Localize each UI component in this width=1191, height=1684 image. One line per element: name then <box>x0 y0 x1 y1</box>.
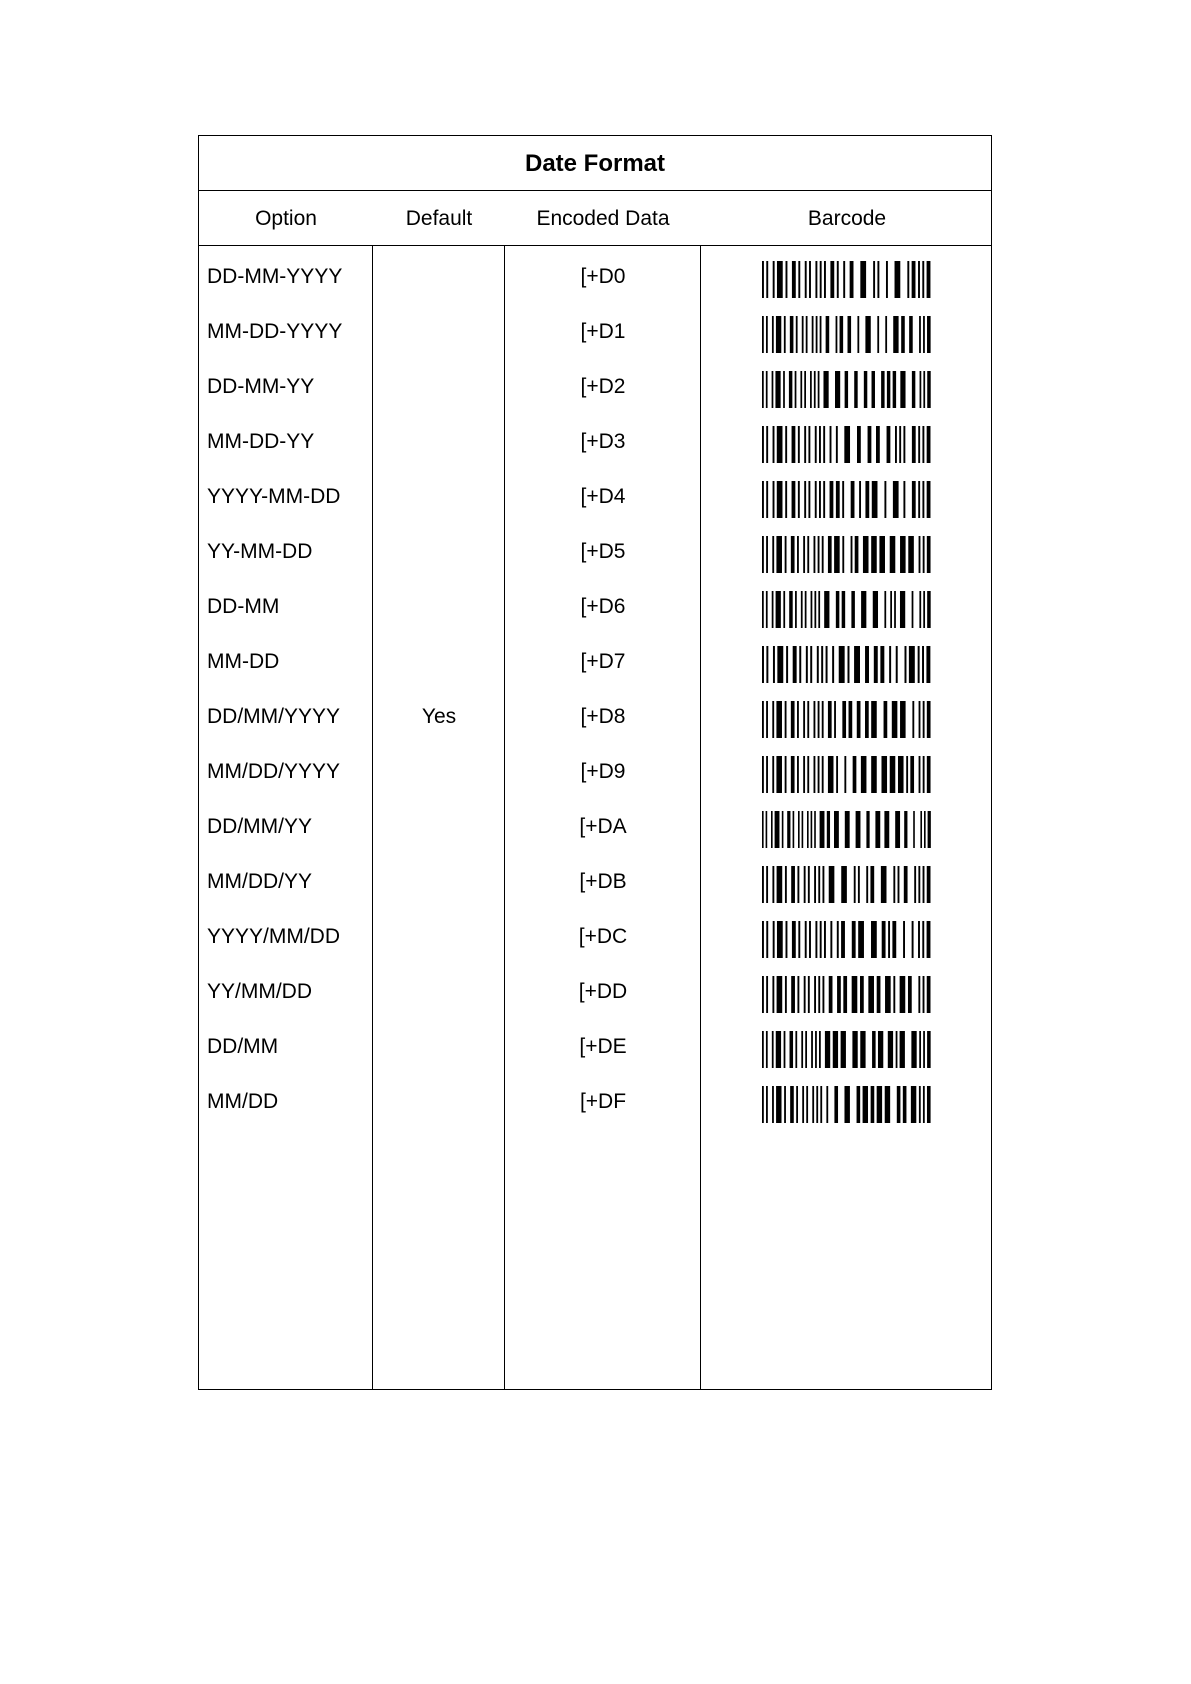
table-row <box>199 798 991 853</box>
encoded-data-label: [+D9 <box>580 760 626 783</box>
table-row <box>199 688 991 743</box>
option-label: DD/MM/YY <box>207 815 312 838</box>
option-label: MM-DD <box>207 650 280 673</box>
option-label: YYYY/MM/DD <box>207 925 341 948</box>
table-row <box>199 303 991 358</box>
table-row <box>199 1073 991 1128</box>
barcode-image <box>762 316 933 353</box>
table-title: Date Format <box>199 136 991 191</box>
option-label: DD-MM-YY <box>207 375 315 398</box>
table-row <box>199 468 991 523</box>
table-row <box>199 963 991 1018</box>
barcode-image <box>762 921 933 958</box>
barcode-image <box>762 371 933 408</box>
option-label: DD/MM/YYYY <box>207 705 341 728</box>
option-label: DD-MM-YYYY <box>207 265 343 288</box>
barcode-image <box>762 811 933 848</box>
barcode-image <box>762 976 933 1013</box>
table-row <box>199 908 991 963</box>
encoded-data-label: [+D2 <box>580 375 626 398</box>
barcode-image <box>762 591 933 628</box>
header-default: Default <box>405 207 473 230</box>
barcode-image <box>762 481 933 518</box>
option-label: MM-DD-YY <box>207 430 315 453</box>
table-row <box>199 743 991 798</box>
default-value: Yes <box>421 705 457 728</box>
barcode-image <box>762 261 933 298</box>
encoded-data-label: [+DF <box>579 1090 627 1113</box>
encoded-data-label: [+D3 <box>580 430 626 453</box>
date-format-table <box>198 135 992 1390</box>
encoded-data-label: [+D6 <box>580 595 626 618</box>
table-row <box>199 578 991 633</box>
option-label: DD/MM <box>207 1035 279 1058</box>
barcode-image <box>762 646 933 683</box>
table-header-row <box>199 191 991 246</box>
barcode-image <box>762 1031 933 1068</box>
option-label: YY-MM-DD <box>207 540 313 563</box>
encoded-data-label: [+DC <box>578 925 628 948</box>
header-option: Option <box>255 207 317 230</box>
table-row <box>199 248 991 303</box>
option-label: YY/MM/DD <box>207 980 312 1003</box>
barcode-image <box>762 866 933 903</box>
header-barcode: Barcode <box>807 207 887 230</box>
encoded-data-label: [+D0 <box>580 265 626 288</box>
table-row <box>199 358 991 413</box>
encoded-data-label: [+DB <box>579 870 627 893</box>
table-row <box>199 853 991 908</box>
encoded-data-label: [+D8 <box>580 705 626 728</box>
table-row <box>199 413 991 468</box>
option-label: DD-MM <box>207 595 280 618</box>
encoded-data-label: [+D5 <box>580 540 626 563</box>
table-row <box>199 1018 991 1073</box>
option-label: MM/DD <box>207 1090 279 1113</box>
barcode-image <box>762 426 933 463</box>
option-label: MM/DD/YY <box>207 870 312 893</box>
option-label: MM-DD-YYYY <box>207 320 343 343</box>
encoded-data-label: [+DA <box>579 815 627 838</box>
encoded-data-label: [+D4 <box>580 485 626 508</box>
table-row <box>199 523 991 578</box>
encoded-data-label: [+DE <box>579 1035 627 1058</box>
option-label: MM/DD/YYYY <box>207 760 341 783</box>
barcode-image <box>762 1086 933 1123</box>
encoded-data-label: [+D7 <box>580 650 626 673</box>
header-encoded-data: Encoded Data <box>536 207 670 230</box>
barcode-image <box>762 701 933 738</box>
encoded-data-label: [+DD <box>578 980 628 1003</box>
encoded-data-label: [+D1 <box>580 320 626 343</box>
table-body <box>199 246 991 1389</box>
barcode-image <box>762 756 933 793</box>
option-label: YYYY-MM-DD <box>207 485 341 508</box>
barcode-image <box>762 536 933 573</box>
table-row <box>199 633 991 688</box>
